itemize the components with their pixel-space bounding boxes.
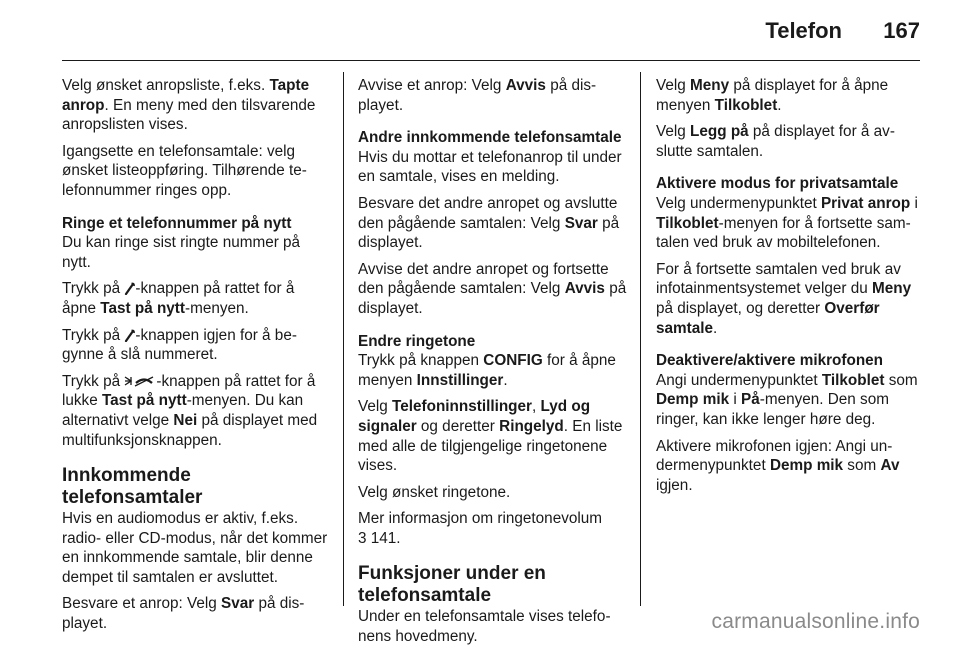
page-reference-arrow-icon[interactable]: 3 <box>358 529 367 547</box>
paragraph: Mer informasjon om ringetonevolum 3 141. <box>358 510 603 547</box>
paragraph: Igangsette en telefonsamtale: velg ønsket listeoppføring. Tilhørende telefonnummer ringes opp. <box>62 142 307 199</box>
section-heading: Deaktivere/aktivere mikrofonen <box>656 352 884 370</box>
paragraph: Du kan ringe sist ringte nummer på nytt. <box>62 234 301 271</box>
paragraph: Trykk på knappen CONFIG for å åpne menyen Innstillinger. <box>358 352 616 389</box>
phone-handset-icon <box>124 329 135 342</box>
paragraph: Trykk på -knappen på rattet for å lukke Tast på nytt-menyen. Du kan alternativt velge Nei på displayet med multifunksjonsknappen. <box>62 372 318 449</box>
paragraph: Velg ønsket anropsliste, f.eks. Tapte anrop. En meny med den tilsvarende anropslisten vises. <box>62 77 316 134</box>
column-right <box>656 76 922 502</box>
paragraph: Velg Telefoninnstillinger, Lyd og signaler og deretter Ringelyd. En liste med alle de tilgjengelige ringetonene vises. <box>358 398 623 475</box>
paragraph: Hvis du mottar et telefonanrop til under en samtale, vises en melding. <box>358 148 622 186</box>
column-left <box>62 76 330 641</box>
paragraph: Avvise det andre anropet og fortsette den pågående samtalen: Velg Avvis på displayet. <box>358 260 627 317</box>
paragraph: Aktivere mikrofonen igjen: Angi undermenypunktet Demp mik som Av igjen. <box>656 437 900 494</box>
phone-handset-icon <box>124 282 135 295</box>
paragraph: Trykk på -knappen på rattet for å åpne Tast på nytt-menyen. <box>62 280 295 317</box>
paragraph: For å fortsette samtalen ved bruk av infotainmentsystemet velger du Meny på displayet, og deretter Overfør samtale. <box>656 260 912 337</box>
paragraph: Trykk på -knappen igjen for å begynne å slå nummeret. <box>62 326 297 364</box>
paragraph: Avvise et anrop: Velg Avvis på displayet. <box>358 77 597 114</box>
section-heading: Ringe et telefonnummer på nytt <box>62 214 292 232</box>
header-rule <box>62 60 920 61</box>
paragraph: Under en telefonsamtale vises telefonens hovedmeny. <box>358 608 611 646</box>
section-heading: Funksjoner under en telefonsamtale <box>358 563 546 607</box>
paragraph: Velg ønsket ringetone. <box>358 483 511 501</box>
paragraph: Besvare et anrop: Velg Svar på displayet. <box>62 595 305 633</box>
paragraph: Hvis en audiomodus er aktiv, f.eks. radio- eller CD-modus, når det kommer en innkommende samtale, blir denne dempet til samtalen er avsluttet. <box>62 510 328 586</box>
mute-end-call-icon <box>124 375 156 388</box>
paragraph: Velg Meny på displayet for å åpne menyen Tilkoblet. <box>656 77 889 114</box>
watermark: carmanualsonline.info <box>711 610 920 633</box>
section-heading: Andre innkommende telefonsamtale <box>358 129 622 147</box>
paragraph: Angi undermenypunktet Tilkoblet som Demp mik i På-menyen. Den som ringer, kan ikke lenger høre deg. <box>656 371 918 428</box>
section-heading: Aktivere modus for privatsamtale <box>656 175 899 193</box>
section-heading: Endre ringetone <box>358 332 476 350</box>
paragraph: Velg Legg på på displayet for å avslutte samtalen. <box>656 123 895 160</box>
page-title: Telefon <box>765 18 842 43</box>
column-middle <box>358 76 628 654</box>
page-header <box>0 0 960 60</box>
page-number: 167 <box>883 18 920 43</box>
column-divider <box>343 72 344 606</box>
column-divider <box>640 72 641 606</box>
section-heading: Innkommende telefonsamtaler <box>62 465 203 509</box>
paragraph: Velg undermenypunktet Privat anrop i Tilkoblet-menyen for å fortsette samtalen ved bruk av mobiltelefonen. <box>656 194 918 252</box>
paragraph: Besvare det andre anropet og avslutte den pågående samtalen: Velg Svar på displayet. <box>358 194 620 252</box>
